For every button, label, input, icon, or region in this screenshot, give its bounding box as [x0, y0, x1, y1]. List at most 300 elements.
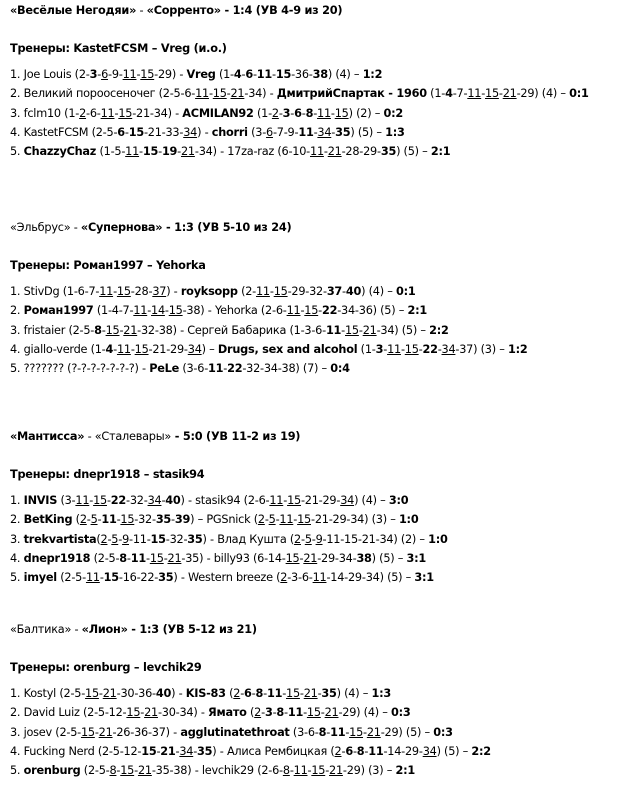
- text-segment: 2. David Luiz (2-5-12-: [10, 706, 127, 720]
- text-segment: -: [113, 285, 117, 298]
- text-segment: 35: [155, 513, 172, 527]
- text-segment: 11: [279, 513, 294, 527]
- text-segment: 11: [330, 725, 346, 739]
- text-segment: 0:1: [395, 285, 416, 298]
- text-segment: -: [136, 4, 147, 17]
- text-segment: - 1:3 (УВ 5-12 из 21): [127, 623, 257, 636]
- text-segment: (1-: [253, 106, 272, 120]
- text-segment: -32-: [165, 532, 188, 546]
- text-segment: -: [320, 706, 325, 720]
- text-segment: 35: [197, 744, 213, 758]
- text-segment: -26-36-37) -: [112, 725, 181, 739]
- text-segment: -: [437, 342, 442, 356]
- text-segment: -: [226, 87, 231, 101]
- text-segment: 4. Fucking Nerd (2-5-12-: [10, 744, 142, 758]
- text-segment: 11: [310, 145, 324, 159]
- text-segment: 15: [273, 285, 288, 298]
- text-segment: chorri: [211, 125, 248, 139]
- text-segment: 11: [368, 744, 384, 758]
- text-segment: 11: [286, 304, 301, 318]
- text-segment: -35) - billy93 (6-14-: [181, 551, 286, 565]
- text-segment: 15: [286, 687, 300, 700]
- text-segment: -21-29-: [148, 342, 188, 356]
- text-segment: 0:2: [383, 106, 403, 120]
- game-row: [10, 145, 450, 158]
- text-segment: -: [161, 494, 166, 507]
- text-segment: -16-22-: [118, 571, 159, 585]
- text-segment: 3. josev (2-5-: [10, 725, 81, 739]
- text-segment: 19: [161, 145, 178, 159]
- match-header: [10, 221, 291, 234]
- text-segment: -: [124, 125, 129, 139]
- text-segment: -21-29-: [300, 494, 341, 507]
- text-segment: 22: [110, 494, 127, 507]
- text-segment: imyel: [23, 571, 57, 585]
- text-segment: 1:3: [385, 125, 405, 139]
- text-segment: 11: [99, 285, 114, 298]
- text-segment: ) (5) –: [436, 744, 472, 758]
- text-segment: 5. ??????? (?-?-?-?-?-?-?) -: [10, 362, 150, 376]
- text-segment: 34: [147, 494, 162, 507]
- text-segment: 40: [165, 494, 181, 507]
- text-segment: ) –: [201, 342, 218, 356]
- text-segment: -11-: [129, 532, 151, 546]
- text-segment: 0:1: [569, 87, 589, 101]
- game-row: [10, 68, 382, 81]
- text-segment: 8: [119, 551, 127, 565]
- text-segment: 15: [80, 725, 95, 739]
- text-segment: -21-34) -: [132, 106, 183, 120]
- text-segment: 15: [212, 87, 227, 101]
- text-segment: 8: [305, 106, 314, 120]
- text-segment: 11: [256, 285, 270, 298]
- game-row: [10, 533, 448, 546]
- text-segment: 35: [380, 145, 397, 159]
- game-row: [10, 126, 405, 139]
- text-segment: 2: [233, 687, 241, 700]
- text-segment: 21: [230, 87, 245, 101]
- text-segment: -: [113, 342, 117, 356]
- text-segment: 15: [275, 68, 292, 81]
- text-segment: ChazzyChaz: [23, 145, 97, 159]
- text-segment: -: [145, 551, 150, 565]
- text-segment: -35-38) - levchik29 (2-6-: [151, 764, 283, 778]
- text-segment: ) - stasik94 (2-6-: [180, 494, 270, 507]
- text-segment: (3-: [247, 125, 267, 139]
- text-segment: 2: [100, 532, 108, 546]
- text-segment: 15: [285, 551, 300, 565]
- text-segment: 8: [282, 764, 290, 778]
- text-segment: 9: [315, 532, 323, 546]
- text-segment: -: [345, 725, 350, 739]
- text-segment: -: [116, 764, 121, 778]
- text-segment: «Весёлые Негодяи»: [10, 4, 137, 17]
- text-segment: ) -: [166, 285, 181, 298]
- text-segment: -: [99, 571, 104, 585]
- text-segment: 5.: [10, 764, 24, 778]
- text-segment: 11: [122, 68, 137, 81]
- text-segment: 21: [137, 764, 152, 778]
- text-segment: (1-: [215, 68, 234, 81]
- text-segment: -7-9-: [272, 125, 299, 139]
- text-segment: «Мантисса»: [10, 430, 85, 443]
- text-segment: -11-15-21-34) (2) –: [322, 532, 429, 546]
- text-segment: 2: [334, 744, 342, 758]
- text-segment: KIS-83: [185, 687, 226, 700]
- text-segment: -32-: [126, 494, 148, 507]
- text-segment: -: [383, 342, 388, 356]
- text-segment: -: [341, 323, 345, 337]
- text-segment: -: [118, 532, 123, 546]
- text-segment: 2: [257, 513, 265, 527]
- game-row: [10, 494, 408, 507]
- text-segment: -: [418, 342, 423, 356]
- text-segment: «Сорренто»: [146, 4, 221, 17]
- text-segment: 11: [293, 764, 308, 778]
- text-segment: 21: [329, 764, 343, 778]
- text-segment: 37: [326, 285, 343, 298]
- text-segment: -: [358, 323, 363, 337]
- text-segment: 34: [422, 744, 437, 758]
- text-segment: 1:0: [428, 532, 448, 546]
- text-segment: 2: [254, 706, 262, 720]
- text-segment: -21-29-34) (3) –: [311, 513, 399, 527]
- text-segment: 1:2: [362, 68, 383, 81]
- text-segment: 22: [227, 362, 243, 376]
- text-segment: -: [278, 106, 283, 120]
- text-segment: -: [342, 285, 346, 298]
- text-segment: 8: [356, 744, 365, 758]
- text-segment: 15: [345, 323, 359, 337]
- text-segment: 3. fclm10 (1-: [10, 106, 80, 120]
- text-segment: (: [246, 706, 255, 720]
- text-segment: -: [269, 285, 274, 298]
- text-segment: ) (4) –: [327, 68, 363, 81]
- text-segment: -9-: [108, 68, 123, 81]
- text-segment: -: [275, 513, 280, 527]
- text-segment: -: [299, 551, 304, 565]
- text-segment: ) (4) –: [361, 285, 396, 298]
- text-segment: 2:1: [430, 145, 451, 159]
- text-segment: 15: [311, 764, 326, 778]
- text-segment: -21-33-: [143, 125, 184, 139]
- game-row: [10, 285, 415, 298]
- text-segment: 11: [125, 145, 140, 159]
- text-segment: -: [241, 68, 246, 81]
- text-segment: - 5:0 (УВ 11-2 из 19): [171, 430, 301, 443]
- text-segment: 15: [306, 706, 321, 720]
- text-segment: ) (4) –: [354, 494, 389, 507]
- text-segment: ) (5) –: [396, 145, 431, 159]
- text-segment: -29-34-: [317, 551, 357, 565]
- text-segment: -: [163, 551, 168, 565]
- text-segment: 1:3: [371, 687, 391, 700]
- text-segment: -29) -: [154, 68, 187, 81]
- text-segment: 5: [90, 513, 98, 527]
- text-segment: (3-6-: [179, 362, 209, 376]
- text-segment: -: [175, 744, 180, 758]
- text-segment: (3-6-: [289, 725, 319, 739]
- text-segment: 22: [322, 304, 338, 318]
- text-segment: 21: [303, 551, 318, 565]
- coaches-line: Тренеры: dnepr1918 – stasik94: [10, 468, 205, 481]
- text-segment: 0:3: [391, 706, 411, 720]
- game-row: [10, 571, 434, 584]
- text-segment: -: [208, 87, 213, 101]
- text-segment: 1:2: [507, 342, 528, 356]
- text-segment: 9: [122, 532, 129, 546]
- text-segment: -: [252, 68, 257, 81]
- text-segment: -: [363, 725, 367, 739]
- text-segment: -: [263, 687, 267, 700]
- text-segment: -: [290, 106, 295, 120]
- text-segment: -: [193, 744, 198, 758]
- text-segment: 15: [103, 571, 119, 585]
- text-segment: -28-: [130, 285, 153, 298]
- text-segment: -30-34) -: [157, 706, 209, 720]
- text-segment: -14-29-34) (5) –: [326, 571, 415, 585]
- text-segment: -: [301, 106, 306, 120]
- text-segment: 3:1: [414, 571, 434, 585]
- text-segment: -: [106, 494, 111, 507]
- text-segment: -30-36-: [116, 687, 156, 700]
- text-segment: 15: [85, 687, 99, 700]
- text-segment: 34: [317, 125, 332, 139]
- text-segment: PeLe: [149, 362, 179, 376]
- text-segment: 6: [294, 106, 302, 120]
- text-segment: «Балтика»: [10, 623, 72, 636]
- text-segment: -: [156, 744, 161, 758]
- text-segment: (: [72, 513, 80, 527]
- text-segment: -: [293, 513, 298, 527]
- text-segment: 34: [187, 342, 202, 356]
- text-segment: -: [307, 764, 312, 778]
- text-segment: -38) - Yehorka (2-6-: [182, 304, 287, 318]
- text-segment: -: [318, 304, 322, 318]
- text-segment: -: [164, 304, 169, 318]
- text-segment: 11: [287, 706, 304, 720]
- text-segment: -: [114, 106, 119, 120]
- text-segment: 2:2: [429, 323, 449, 337]
- text-segment: 11: [100, 106, 115, 120]
- text-segment: 11: [387, 342, 401, 356]
- text-segment: -: [223, 362, 228, 376]
- text-segment: 15: [485, 87, 499, 101]
- text-segment: 21: [366, 725, 381, 739]
- text-segment: (1-: [357, 342, 376, 356]
- text-segment: 37: [152, 285, 167, 298]
- text-segment: -29) (5) –: [380, 725, 434, 739]
- coaches-line: Тренеры: Роман1997 – Yehorka: [10, 259, 206, 272]
- text-segment: (2-5-: [56, 571, 86, 585]
- text-segment: -: [282, 687, 287, 700]
- text-segment: «Эльбрус»: [10, 221, 71, 234]
- text-segment: 1. StivDg (1-6-7-: [10, 285, 100, 298]
- text-segment: 15: [304, 304, 319, 318]
- text-segment: -: [364, 744, 369, 758]
- text-segment: dnepr1918: [23, 551, 91, 565]
- game-row: [10, 107, 403, 120]
- text-segment: Ямато: [208, 706, 247, 720]
- game-row: [10, 304, 427, 317]
- text-segment: 21: [102, 687, 117, 700]
- text-segment: 6: [244, 687, 252, 700]
- game-row: [10, 687, 391, 700]
- text-segment: 15: [142, 145, 159, 159]
- game-row: [10, 324, 449, 337]
- text-segment: ) - Western breeze (: [173, 571, 281, 585]
- text-segment: 22: [422, 342, 438, 356]
- text-segment: - «Сталевары»: [84, 430, 172, 443]
- text-segment: ) -: [197, 125, 212, 139]
- text-segment: - 1:3 (УВ 5-10 из 24): [162, 221, 292, 234]
- text-segment: -: [147, 304, 152, 318]
- text-segment: 11: [75, 494, 90, 507]
- text-segment: 15: [149, 551, 164, 565]
- text-segment: -: [171, 513, 175, 527]
- text-segment: 2:1: [407, 304, 427, 318]
- text-segment: -: [86, 513, 91, 527]
- text-segment: -29) (3) –: [342, 764, 396, 778]
- text-segment: 15: [168, 304, 183, 318]
- text-segment: 2.: [10, 513, 24, 527]
- text-segment: (2-5-: [90, 551, 120, 565]
- text-segment: -: [299, 687, 304, 700]
- text-segment: -: [177, 145, 181, 159]
- coaches-line: Тренеры: orenburg – levchik29: [10, 661, 202, 674]
- text-segment: -: [116, 513, 121, 527]
- text-segment: 6: [345, 744, 353, 758]
- text-segment: -14-29-: [383, 744, 423, 758]
- text-segment: -: [498, 87, 503, 101]
- text-segment: ) - Алиса Рембицкая (: [212, 744, 335, 758]
- text-segment: -32-34-38) (7) –: [242, 362, 331, 376]
- text-segment: 35: [335, 125, 351, 139]
- text-segment: 21: [181, 145, 195, 159]
- text-segment: ) (4) –: [336, 687, 372, 700]
- text-segment: «Лион»: [81, 623, 128, 636]
- text-segment: 3:1: [406, 551, 427, 565]
- text-segment: 15: [126, 706, 141, 720]
- text-segment: -: [71, 623, 82, 636]
- text-segment: -: [130, 342, 135, 356]
- text-segment: 11: [101, 513, 117, 527]
- text-segment: 15: [93, 494, 107, 507]
- text-segment: 1:0: [398, 513, 419, 527]
- text-segment: (2-: [237, 285, 256, 298]
- text-segment: Роман1997: [23, 304, 94, 318]
- text-segment: 21: [123, 323, 138, 337]
- text-segment: 2: [79, 106, 87, 120]
- text-segment: -: [284, 706, 288, 720]
- text-segment: 34: [179, 744, 194, 758]
- text-segment: 11: [269, 494, 284, 507]
- text-segment: -: [264, 513, 269, 527]
- text-segment: agglutinatethroat: [180, 725, 290, 739]
- text-segment: -: [352, 744, 357, 758]
- text-segment: 8: [255, 687, 264, 700]
- text-segment: 34: [441, 342, 456, 356]
- text-segment: -: [323, 145, 328, 159]
- text-segment: -: [126, 551, 131, 565]
- text-segment: 2:2: [471, 744, 491, 758]
- text-segment: -36-: [291, 68, 313, 81]
- text-segment: -: [107, 532, 112, 546]
- game-row: [10, 706, 411, 719]
- text-segment: 0:3: [433, 725, 453, 739]
- text-segment: ДмитрийСпартак - 1960: [276, 87, 427, 101]
- text-segment: 11: [467, 87, 482, 101]
- text-segment: -6-: [86, 106, 101, 120]
- text-segment: -28-29-: [341, 145, 381, 159]
- text-segment: 11: [298, 125, 314, 139]
- match-header: [10, 4, 342, 17]
- text-segment: 40: [345, 285, 362, 298]
- text-segment: -: [272, 706, 277, 720]
- text-segment: 2: [271, 106, 279, 120]
- text-segment: -: [94, 725, 99, 739]
- text-segment: 4. KastetFCSM (2-5-: [10, 125, 118, 139]
- text-segment: 2: [294, 532, 301, 546]
- text-segment: -29) (4) –: [516, 87, 570, 101]
- match-header: [10, 623, 257, 636]
- text-segment: -: [134, 764, 138, 778]
- text-segment: -: [97, 68, 102, 81]
- text-segment: -: [313, 125, 318, 139]
- text-segment: -29) (4) –: [338, 706, 392, 720]
- text-segment: 11: [317, 106, 331, 120]
- text-segment: -: [313, 106, 318, 120]
- text-segment: 11: [312, 571, 327, 585]
- text-segment: 5: [111, 532, 119, 546]
- text-segment: 11: [208, 362, 224, 376]
- match-header: [10, 430, 300, 443]
- text-segment: 21: [362, 323, 377, 337]
- text-segment: 21: [502, 87, 517, 101]
- text-segment: 15: [128, 125, 144, 139]
- text-segment: -: [89, 494, 94, 507]
- text-segment: -: [326, 725, 331, 739]
- text-segment: 21: [303, 687, 318, 700]
- text-segment: -29-32-: [287, 285, 327, 298]
- text-segment: BetKing: [23, 513, 73, 527]
- text-segment: (1-: [426, 87, 446, 101]
- text-segment: -: [400, 342, 405, 356]
- game-row: [10, 362, 350, 375]
- text-segment: 4.: [10, 551, 24, 565]
- game-row: [10, 745, 491, 758]
- text-segment: 11: [256, 68, 273, 81]
- text-segment: 21: [167, 551, 182, 565]
- text-segment: 5: [304, 532, 312, 546]
- text-segment: 8: [94, 323, 102, 337]
- text-segment: 35: [158, 571, 174, 585]
- text-segment: -: [101, 323, 106, 337]
- text-segment: 15: [140, 68, 155, 81]
- text-segment: 5: [268, 513, 276, 527]
- text-segment: 11: [325, 323, 342, 337]
- text-segment: 21: [144, 706, 158, 720]
- text-segment: 8: [109, 764, 117, 778]
- text-segment: 0:4: [330, 362, 350, 376]
- text-segment: 11: [266, 687, 283, 700]
- text-segment: 11: [130, 551, 146, 565]
- text-segment: -: [325, 764, 330, 778]
- text-segment: -: [331, 125, 336, 139]
- text-segment: -: [70, 221, 81, 234]
- text-segment: 3:0: [388, 494, 409, 507]
- text-segment: Vreg: [186, 68, 216, 81]
